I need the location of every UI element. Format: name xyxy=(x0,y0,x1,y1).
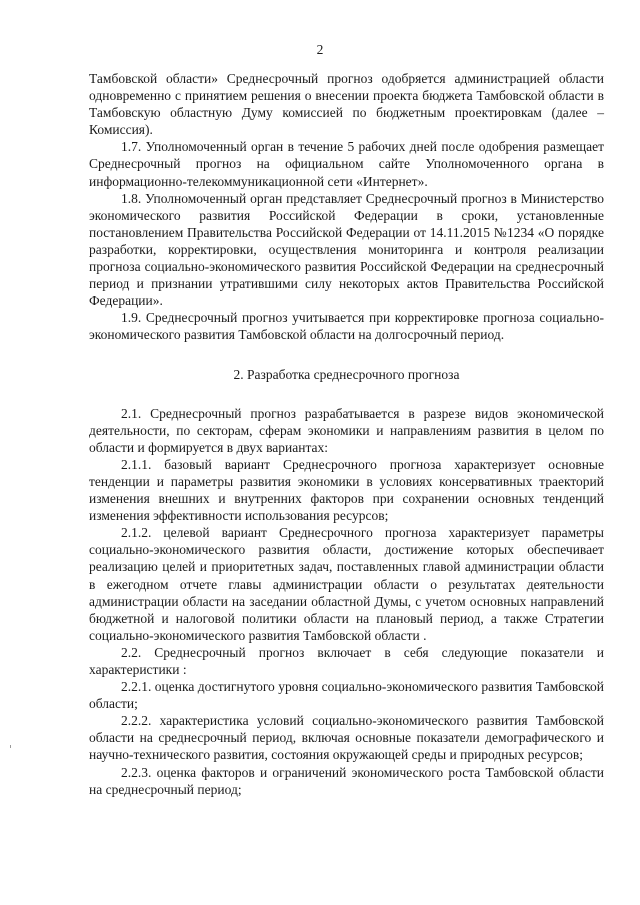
paragraph-2-2: 2.2. Среднесрочный прогноз включает в себя следующие показатели и характеристики : xyxy=(89,644,604,677)
paragraph-continuation: Тамбовской области» Среднесрочный прогноз одобряется администрацией области одновременно с принятием решения о внесении проекта бюджета Тамбовской области в Тамбовскую областную Думу комиссией по бюджетным проектировкам (далее – Комиссия). xyxy=(89,71,604,138)
paragraph-2-1-1: 2.1.1. базовый вариант Среднесрочного прогноза характеризует основные тенденции и параметры развития экономики в условиях консервативных траекторий изменения внешних и внутренних факторов при сохранении основных тенденций изменения эффективности использования ресурсов; xyxy=(89,456,604,524)
scan-margin-mark xyxy=(10,745,11,748)
paragraph-2-1: 2.1. Среднесрочный прогноз разрабатывается в разрезе видов экономической деятельности, по секторам, сферам экономики и направлениям развития в целом по области и формируется в двух вариантах: xyxy=(89,405,604,455)
paragraph-1-9: 1.9. Среднесрочный прогноз учитывается при корректировке прогноза социально-экономического развития Тамбовской области на долгосрочный период. xyxy=(89,310,604,343)
document-body xyxy=(89,70,604,798)
paragraph-2-2-1: 2.2.1. оценка достигнутого уровня социально-экономического развития Тамбовской области; xyxy=(89,679,604,712)
paragraph-2-1-2: 2.1.2. целевой вариант Среднесрочного прогноза характеризует параметры социально-экономического развития области, достижение которых обеспечивает реализацию целей и приоритетных задач, поставленных главой администрации области в ежегодном отчете главы администрации области о результатах деятельности администрации области на заседании областной Думы, с учетом основных направлений бюджетной и налоговой политики области на плановый период, а также Стратегии социально-экономического развития Тамбовской области . xyxy=(89,525,604,643)
paragraph-1-7: 1.7. Уполномоченный орган в течение 5 рабочих дней после одобрения размещает Среднесрочный прогноз на официальном сайте Уполномоченного органа в информационно-телекоммуникационной сети «Интернет». xyxy=(89,139,604,189)
paragraph-1-8: 1.8. Уполномоченный орган представляет Среднесрочный прогноз в Министерство экономического развития Российской Федерации в сроки, установленные постановлением Правительства Российской Федерации от 14.11.2015 №1234 «О порядке разработки, корректировки, осуществления мониторинга и контроля реализации прогноза социально-экономического развития Российской Федерации на среднесрочный период и признании утратившими силу некоторых актов Правительства Российской Федерации». xyxy=(89,190,604,309)
section-heading: 2. Разработка среднесрочного прогноза xyxy=(233,366,460,382)
page-number: 2 xyxy=(316,42,324,57)
paragraph-2-2-2: 2.2.2. характеристика условий социально-экономического развития Тамбовской области на среднесрочный период, включая основные показатели демографического и научно-технического развития, состояния окружающей среды и природных ресурсов; xyxy=(89,713,604,763)
paragraph-2-2-3: 2.2.3. оценка факторов и ограничений экономического роста Тамбовской области на среднесрочный период; xyxy=(89,764,604,797)
